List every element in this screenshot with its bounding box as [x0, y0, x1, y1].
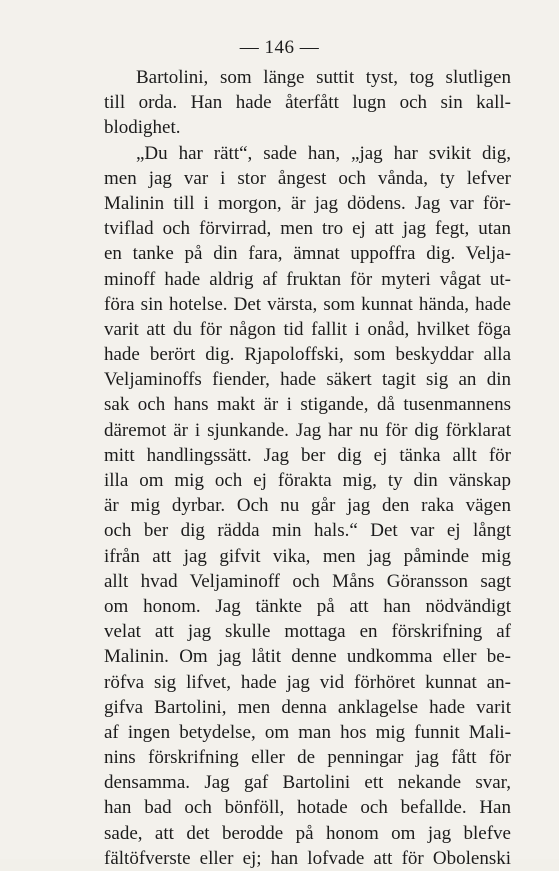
- text-line: till orda. Han hade återfått lugn och sin kall-: [104, 92, 511, 114]
- text-line: sade, att det berodde på honom om jag blefve: [104, 822, 511, 844]
- text-line: en tanke på din fara, ämnat uppoffra dig. Velja-: [104, 243, 511, 265]
- text-line: gifva Bartolini, men denna anklagelse hade varit: [104, 696, 511, 718]
- text-line: blodighet.: [104, 117, 181, 139]
- text-line: sak och hans makt är i stigande, då tusenmannens: [104, 394, 511, 416]
- text-line: allt hvad Veljaminoff och Måns Göransson sagt: [104, 570, 511, 592]
- text-line: mitt handlingssätt. Jag ber dig ej tänka allt för: [104, 444, 511, 466]
- text-line: fältöfverste eller ej; han lofvade att för Obolenski: [104, 847, 511, 869]
- text-line: velat att jag skulle mottaga en förskrifning af: [104, 621, 511, 643]
- text-line: om honom. Jag tänkte på att han nödvändigt: [104, 595, 511, 617]
- text-line: Malinin. Om jag låtit denne undkomma eller be-: [104, 646, 511, 668]
- text-line: men jag var i stor ångest och vånda, ty lefver: [104, 167, 511, 189]
- text-line: hade berört dig. Rjapoloffski, som beskyddar alla: [104, 344, 511, 366]
- text-line: Veljaminoffs fiender, hade säkert tagit sig an din: [104, 369, 511, 391]
- text-line: och ber dig rädda min hals.“ Det var ej långt: [104, 520, 511, 542]
- text-line: däremot är i sjunkande. Jag har nu för dig förklarat: [104, 419, 511, 441]
- body-text: [104, 65, 511, 871]
- text-line: tviflad och förvirrad, men tro ej att jag fegt, utan: [104, 218, 511, 240]
- text-line: varit att du för någon tid fallit i onåd, hvilket föga: [104, 318, 511, 340]
- text-line: är mig dyrbar. Och nu går jag den raka vägen: [104, 495, 511, 517]
- text-line: illa om mig och ej förakta mig, ty din vänskap: [104, 470, 511, 491]
- page-number: — 146 —: [239, 37, 320, 58]
- text-line: minoff hade aldrig af fruktan för myteri vågat ut-: [104, 268, 511, 290]
- text-line: „Du har rätt“, sade han, „jag har svikit dig,: [136, 142, 511, 164]
- text-line: Malinin till i morgon, är jag dödens. Jag var för-: [104, 192, 511, 214]
- text-line: röfva sig lifvet, hade jag vid förhöret kunnat an-: [104, 671, 511, 693]
- text-line: nins förskrifning eller de penningar jag fått för: [104, 747, 511, 769]
- text-line: af ingen betydelse, om man hos mig funnit Mali-: [104, 721, 511, 743]
- text-line: densamma. Jag gaf Bartolini ett nekande svar,: [104, 772, 511, 794]
- text-line: han bad och bönföll, hotade och befallde. Han: [104, 797, 511, 819]
- text-line: ifrån att jag gifvit vika, men jag påminde mig: [104, 545, 511, 567]
- text-line: föra sin hotelse. Det värsta, som kunnat hända, hade: [104, 293, 511, 315]
- text-line: Bartolini, som länge suttit tyst, tog slutligen: [136, 67, 511, 88]
